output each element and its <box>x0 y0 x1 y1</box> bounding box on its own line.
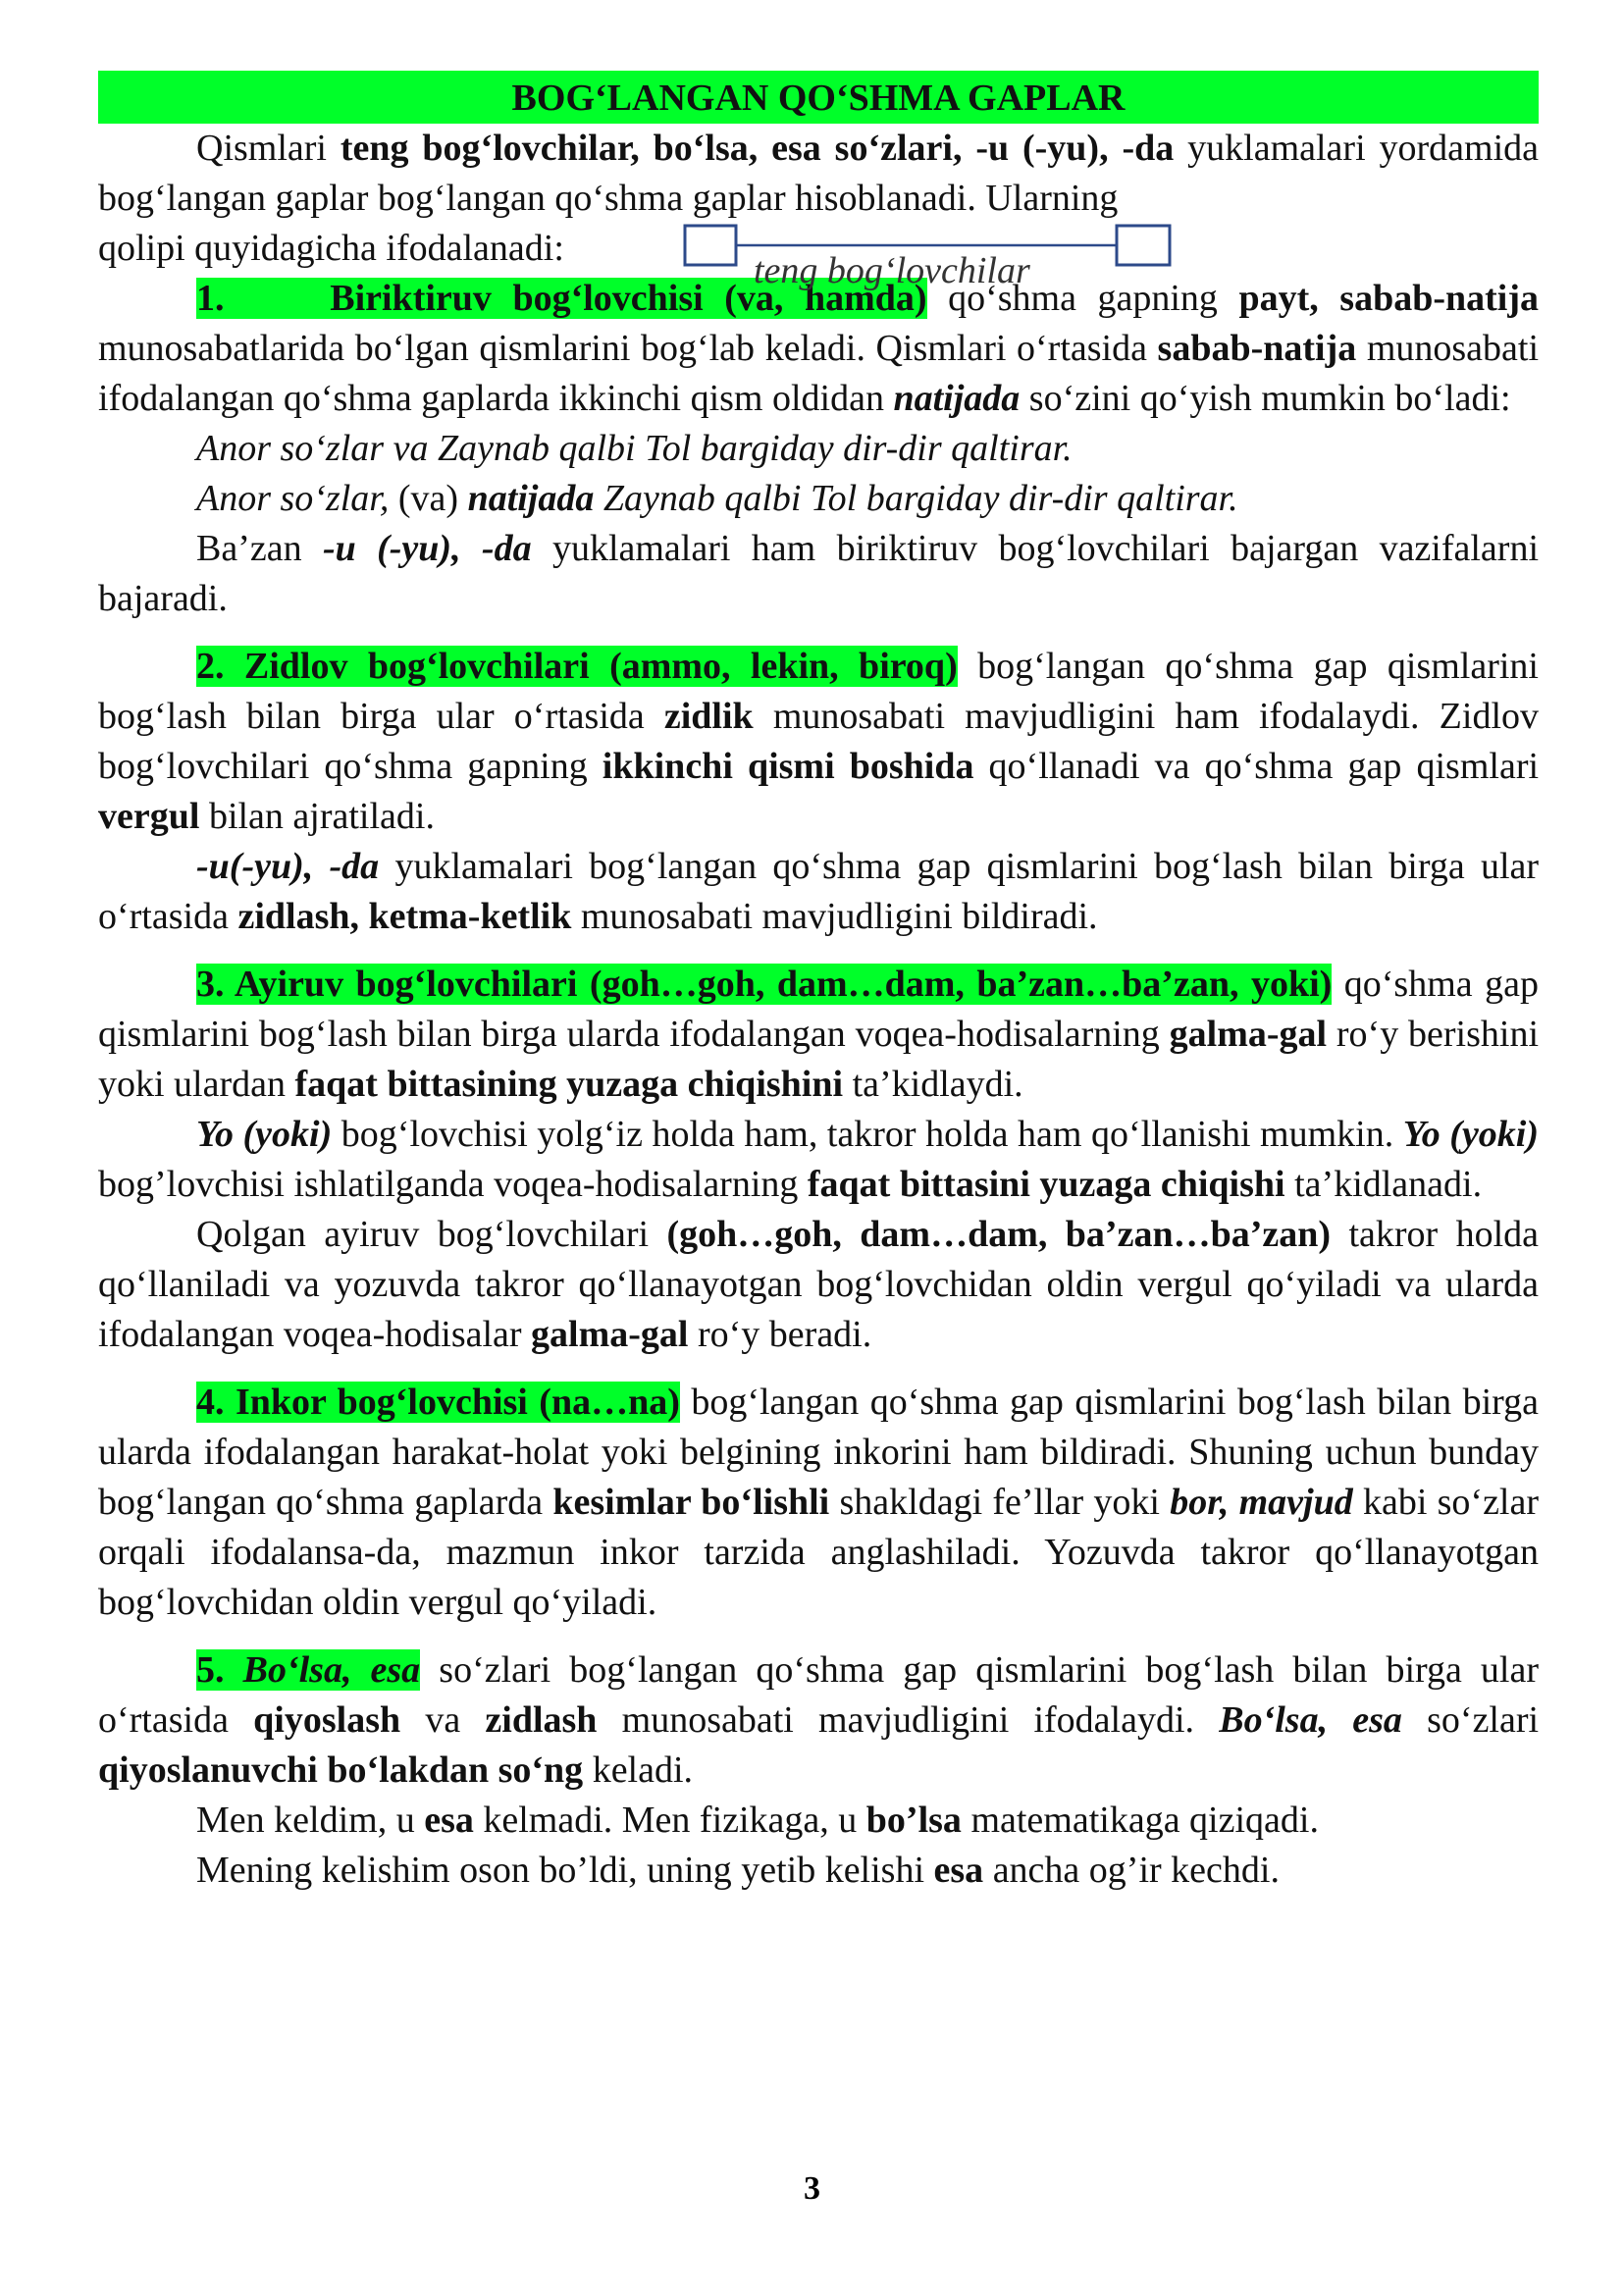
section-3-paragraph <box>98 960 1539 1110</box>
text: 5. <box>196 1649 225 1691</box>
text: Qismlari <box>196 128 327 169</box>
bold-italic-term: -u (-yu), -da <box>322 528 532 569</box>
text: shakldagi fe’llar yoki <box>839 1482 1160 1523</box>
text: yuklamalari yordamida bog‘langan gaplar bog‘langan qo‘shma gaplar hisoblanadi. Ularning <box>98 128 1540 219</box>
bold-term: (goh…goh, dam…dam, ba’zan…ba’zan) <box>666 1214 1332 1255</box>
bold-term: zidlash <box>485 1699 598 1741</box>
example-sentence <box>98 474 1539 524</box>
page-content <box>98 71 1539 1896</box>
scheme-label: teng bog‘lovchilar <box>754 250 1030 290</box>
text: qo‘shma gap qismlarini bog‘lash bilan birga ularda ifodalangan voqea-hodisalarning <box>98 964 1539 1055</box>
bold-term: payt, sabab-natija <box>1238 278 1540 319</box>
bold-term: esa <box>424 1800 474 1841</box>
intro-paragraph <box>98 124 1539 224</box>
text: kelmadi. Men fizikaga, u <box>483 1800 858 1841</box>
section-1-heading: 1. Biriktiruv bog‘lovchisi (va, hamda) <box>196 278 927 319</box>
bold-italic-term: bor, mavjud <box>1170 1482 1353 1523</box>
text: ta’kidlaydi. <box>852 1064 1023 1105</box>
bold-term: sabab-natija <box>1157 328 1357 369</box>
text: Ba’zan <box>196 528 302 569</box>
example-sentence <box>98 1846 1539 1896</box>
text: (va) <box>397 478 459 519</box>
text: Men keldim, u <box>196 1800 415 1841</box>
bold-term: zidlash, ketma-ketlik <box>237 896 572 937</box>
example-sentence: Anor so‘zlar va Zaynab qalbi Tol bargiday dir-dir qaltirar. <box>196 428 1073 469</box>
text: ancha og’ir kechdi. <box>992 1850 1280 1891</box>
clause-box <box>685 226 736 265</box>
bold-term: bo’lsa <box>865 1800 962 1841</box>
bold-italic-term: Bo‘lsa, esa <box>1219 1699 1402 1741</box>
bold-term: esa <box>933 1850 984 1891</box>
text: bog’lovchisi ishlatilganda voqea-hodisalarning <box>98 1164 799 1205</box>
text: munosabati ifodalangan qo‘shma gaplarda ikkinchi qism oldidan <box>98 328 1540 419</box>
section-3-heading: 3. Ayiruv bog‘lovchilari (goh…goh, dam…dam, ba’zan…ba’zan, yoki) <box>196 964 1333 1005</box>
text: Mening kelishim oson bo’ldi, uning yetib kelishi <box>196 1850 925 1891</box>
bold-italic-term: natijada <box>467 478 595 519</box>
text: qo‘shma gapning <box>948 278 1218 319</box>
bold-italic-term: Bo‘lsa, esa <box>242 1649 421 1691</box>
bold-term: faqat bittasining yuzaga chiqishini <box>294 1064 844 1105</box>
section-2-heading: 2. Zidlov bog‘lovchilari (ammo, lekin, biroq) <box>196 646 958 687</box>
text: ro‘y beradi. <box>697 1314 872 1355</box>
text: matematikaga qiziqadi. <box>970 1800 1319 1841</box>
text: bog‘lovchisi yolg‘iz holda ham, takror holda ham qo‘llanishi mumkin. <box>341 1114 1394 1155</box>
text: ro‘y berishini yoki ulardan <box>98 1014 1540 1105</box>
text: munosabatlarida bo‘lgan qismlarini bog‘lab keladi. Qismlari o‘rtasida <box>98 328 1147 369</box>
bold-term: faqat bittasini yuzaga chiqishi <box>807 1164 1285 1205</box>
section-1-note <box>98 524 1539 624</box>
text: qolipi quyidagicha ifodalanadi: <box>98 228 564 269</box>
text: munosabati mavjudligini ifodalaydi. <box>621 1699 1195 1741</box>
bold-term: ikkinchi qismi boshida <box>602 746 974 787</box>
section-3-note-2 <box>98 1210 1539 1360</box>
bold-term: zidlik <box>663 696 754 737</box>
text: munosabati mavjudligini bildiradi. <box>580 896 1098 937</box>
bold-italic-term: -u(-yu), -da <box>196 846 380 887</box>
section-2-paragraph <box>98 642 1539 842</box>
text: bog‘langan qo‘shma gap qismlarini bog‘lash bilan birga ular o‘rtasida <box>98 646 1539 737</box>
text: yuklamalari bog‘langan qo‘shma gap qismlarini bog‘lash bilan birga ular o‘rtasida <box>98 846 1540 937</box>
example-sentence <box>98 1796 1539 1846</box>
section-4-paragraph <box>98 1378 1539 1628</box>
bold-term: teng bog‘lovchilar, bo‘lsa, esa so‘zlari, -u (-yu), -da <box>340 128 1175 169</box>
bold-term: qiyoslanuvchi bo‘lakdan so‘ng <box>98 1749 584 1791</box>
text: munosabati mavjudligini ham ifodalaydi. Zidlov bog‘lovchilari qo‘shma gapning <box>98 696 1540 787</box>
text: kabi so‘zlar orqali ifodalansa-da, mazmun inkor tarzida anglashiladi. Yozuvda takror qo‘llanayotgan bog‘lovchidan oldin vergul qo‘yiladi. <box>98 1482 1540 1623</box>
text: yuklamalari ham biriktiruv bog‘lovchilari bajargan vazifalarni bajaradi. <box>98 528 1540 619</box>
text: va <box>425 1699 461 1741</box>
clause-box <box>1117 226 1170 265</box>
text: Anor so‘zlar, <box>196 478 390 519</box>
bold-italic-term: natijada <box>893 378 1021 419</box>
bold-italic-term: Yo (yoki) <box>1402 1114 1540 1155</box>
text: ta’kidlanadi. <box>1294 1164 1483 1205</box>
section-4-heading: 4. Inkor bog‘lovchisi (na…na) <box>196 1382 680 1423</box>
page-number: 3 <box>804 2170 820 2207</box>
section-1-paragraph <box>98 274 1539 424</box>
section-5-heading <box>196 1649 420 1691</box>
bold-term: galma-gal <box>531 1314 689 1355</box>
section-3-note <box>98 1110 1539 1210</box>
clause-scheme-diagram <box>683 222 1174 290</box>
text: bilan ajratiladi. <box>208 796 435 837</box>
bold-term: qiyoslash <box>253 1699 401 1741</box>
section-5-paragraph <box>98 1645 1539 1796</box>
text: Zaynab qalbi Tol bargiday dir-dir qaltirar. <box>602 478 1238 519</box>
section-2-note <box>98 842 1539 942</box>
schema-line <box>98 224 1539 290</box>
text: bog‘langan qo‘shma gap qismlarini bog‘lash bilan birga ularda ifodalangan harakat-holat yoki belgining inkorini ham bildiradi. Shuning uchun bunday bog‘langan qo‘shma gaplarda <box>98 1382 1540 1523</box>
text: so‘zini qo‘yish mumkin bo‘ladi: <box>1028 378 1511 419</box>
text: Qolgan ayiruv bog‘lovchilari <box>196 1214 650 1255</box>
page-title: BOG‘LANGAN QO‘SHMA GAPLAR <box>98 71 1539 124</box>
bold-italic-term: Yo (yoki) <box>196 1114 333 1155</box>
bold-term: galma-gal <box>1169 1014 1328 1055</box>
text: keladi. <box>592 1749 694 1791</box>
text: qo‘llanadi va qo‘shma gap qismlari <box>988 746 1540 787</box>
text: takror holda qo‘llaniladi va yozuvda takror qo‘llanayotgan bog‘lovchidan oldin vergul qo‘yiladi va ularda ifodalangan voqea-hodisalar <box>98 1214 1540 1355</box>
bold-term: kesimlar bo‘lishli <box>552 1482 830 1523</box>
bold-term: vergul <box>98 796 200 837</box>
text: so‘zlari <box>1427 1699 1540 1741</box>
text: so‘zlari bog‘langan qo‘shma gap qismlarini bog‘lash bilan birga ular o‘rtasida <box>98 1649 1540 1741</box>
